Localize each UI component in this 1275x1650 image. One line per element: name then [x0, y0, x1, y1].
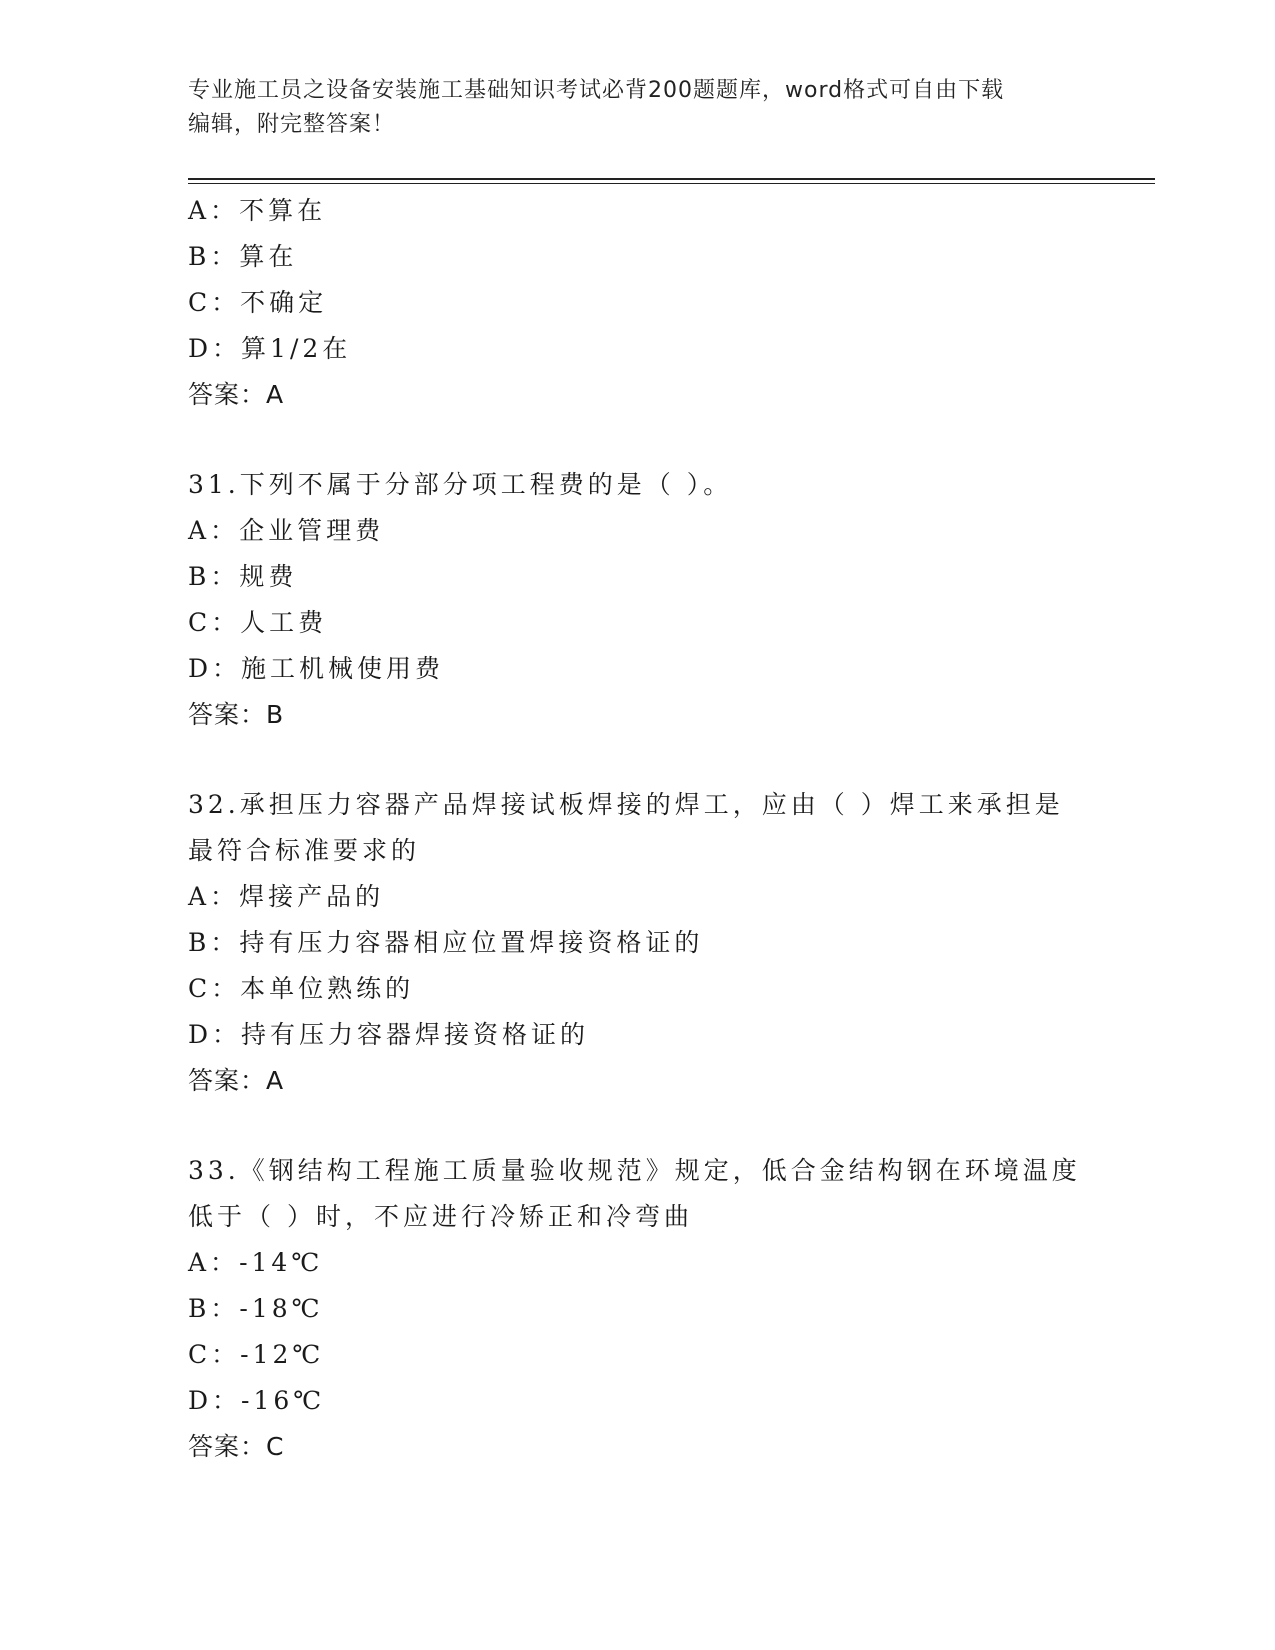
option-key: C：	[188, 288, 241, 317]
header-line-1: 专业施工员之设备安装施工基础知识考试必背200题题库，word格式可自由下载	[188, 78, 1005, 103]
option-text: 持有压力容器相应位置焊接资格证的	[239, 928, 704, 957]
option-key: A：	[188, 196, 240, 225]
option-key: A：	[188, 882, 240, 911]
option-key: D：	[188, 1020, 242, 1049]
option-key: D：	[188, 334, 242, 363]
question-block-33	[188, 1148, 1088, 1470]
option-c	[188, 1332, 1088, 1378]
answer-line: 答案：C	[188, 1432, 285, 1461]
option-text: 人工费	[240, 608, 328, 637]
option-key: A：	[188, 1248, 240, 1277]
option-text: 不算在	[239, 196, 327, 225]
answer-line: 答案：B	[188, 700, 285, 729]
option-a	[188, 188, 1088, 234]
option-text: 施工机械使用费	[241, 654, 445, 683]
option-key: A：	[188, 516, 240, 545]
spacer	[188, 418, 1088, 462]
header-divider-thick	[188, 178, 1155, 180]
answer-line: 答案：A	[188, 1066, 285, 1095]
option-c	[188, 280, 1088, 326]
question-stem-continued: 低于（ ）时，不应进行冷矫正和冷弯曲	[188, 1202, 693, 1231]
question-stem: 33.《钢结构工程施工质量验收规范》规定，低合金结构钢在环境温度	[188, 1156, 1081, 1185]
option-text: -14℃	[239, 1248, 324, 1277]
option-text: -16℃	[241, 1386, 326, 1415]
option-text: 本单位熟练的	[240, 974, 415, 1003]
question-list	[188, 188, 1088, 1470]
option-key: B：	[188, 928, 240, 957]
option-text: 算1/2在	[241, 334, 352, 363]
option-d	[188, 1012, 1088, 1058]
option-text: -18℃	[239, 1294, 324, 1323]
option-text: 焊接产品的	[239, 882, 385, 911]
question-block-30	[188, 188, 1088, 418]
option-a	[188, 508, 1088, 554]
option-c	[188, 966, 1088, 1012]
option-b	[188, 1286, 1088, 1332]
spacer	[188, 1104, 1088, 1148]
option-d	[188, 326, 1088, 372]
option-d	[188, 1378, 1088, 1424]
option-text: -12℃	[240, 1340, 325, 1369]
option-text: 持有压力容器焊接资格证的	[241, 1020, 590, 1049]
option-text: 企业管理费	[239, 516, 385, 545]
header-line-2: 编辑，附完整答案！	[188, 112, 396, 137]
question-stem: 32.承担压力容器产品焊接试板焊接的焊工，应由（ ）焊工来承担是	[188, 790, 1064, 819]
option-b	[188, 234, 1088, 280]
option-key: B：	[188, 242, 240, 271]
option-text: 规费	[239, 562, 298, 591]
spacer	[188, 738, 1088, 782]
option-key: D：	[188, 1386, 242, 1415]
option-c	[188, 600, 1088, 646]
option-text: 算在	[239, 242, 298, 271]
option-b	[188, 554, 1088, 600]
option-key: B：	[188, 562, 240, 591]
question-stem-continued: 最符合标准要求的	[188, 836, 421, 865]
option-key: C：	[188, 608, 241, 637]
question-stem: 31.下列不属于分部分项工程费的是（ ）。	[188, 470, 733, 499]
header-divider-thin	[188, 183, 1155, 184]
option-b	[188, 920, 1088, 966]
page-header	[188, 74, 1088, 142]
answer-line: 答案：A	[188, 380, 285, 409]
option-key: B：	[188, 1294, 240, 1323]
option-d	[188, 646, 1088, 692]
option-a	[188, 1240, 1088, 1286]
option-key: D：	[188, 654, 242, 683]
option-a	[188, 874, 1088, 920]
question-block-31	[188, 462, 1088, 738]
option-key: C：	[188, 1340, 241, 1369]
option-key: C：	[188, 974, 241, 1003]
option-text: 不确定	[240, 288, 328, 317]
question-block-32	[188, 782, 1088, 1104]
